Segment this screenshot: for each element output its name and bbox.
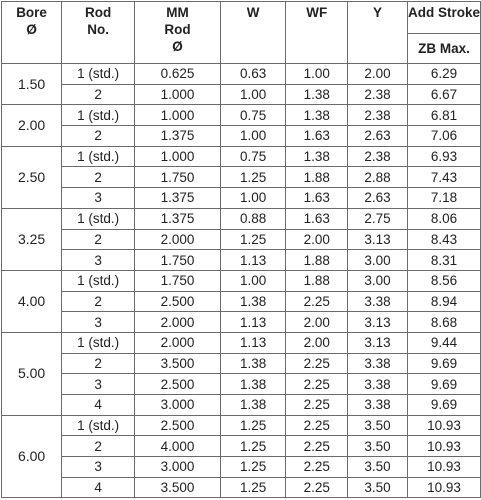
zb-max-cell: 8.68 <box>407 312 480 333</box>
table-row <box>2 270 481 291</box>
y-cell: 2.75 <box>348 208 408 229</box>
rod-no-cell: 3 <box>62 457 135 478</box>
table-row <box>2 395 481 416</box>
wf-cell: 2.25 <box>286 374 348 395</box>
rod-no-cell: 1 (std.) <box>62 208 135 229</box>
zb-max-cell: 6.81 <box>407 105 480 126</box>
w-cell: 1.25 <box>220 477 286 498</box>
rod-no-cell: 2 <box>62 167 135 188</box>
header-mm-rod: MM Rod Ø <box>135 2 221 64</box>
bore-cell: 2.00 <box>2 105 62 146</box>
y-cell: 3.00 <box>348 250 408 271</box>
table-row <box>2 188 481 209</box>
mm-rod-cell: 1.375 <box>135 188 221 209</box>
wf-cell: 1.88 <box>286 167 348 188</box>
rod-no-cell: 2 <box>62 291 135 312</box>
mm-rod-cell: 3.500 <box>135 477 221 498</box>
w-cell: 1.38 <box>220 291 286 312</box>
mm-rod-cell: 3.500 <box>135 353 221 374</box>
wf-cell: 1.38 <box>286 84 348 105</box>
zb-max-cell: 8.43 <box>407 229 480 250</box>
zb-max-cell: 8.56 <box>407 270 480 291</box>
w-cell: 1.38 <box>220 395 286 416</box>
wf-cell: 1.38 <box>286 146 348 167</box>
mm-rod-cell: 2.000 <box>135 332 221 353</box>
y-cell: 3.50 <box>348 415 408 436</box>
rod-no-cell: 2 <box>62 229 135 250</box>
y-cell: 3.38 <box>348 374 408 395</box>
y-cell: 2.00 <box>348 64 408 85</box>
zb-max-cell: 10.93 <box>407 436 480 457</box>
table-row <box>2 146 481 167</box>
table-row <box>2 436 481 457</box>
w-cell: 0.75 <box>220 105 286 126</box>
zb-max-cell: 9.69 <box>407 374 480 395</box>
rod-no-cell: 2 <box>62 126 135 147</box>
mm-rod-cell: 2.000 <box>135 312 221 333</box>
zb-max-cell: 7.06 <box>407 126 480 147</box>
y-cell: 2.38 <box>348 84 408 105</box>
rod-no-cell: 1 (std.) <box>62 270 135 291</box>
rod-no-cell: 4 <box>62 395 135 416</box>
wf-cell: 2.25 <box>286 291 348 312</box>
zb-max-cell: 7.43 <box>407 167 480 188</box>
zb-max-cell: 8.31 <box>407 250 480 271</box>
wf-cell: 2.25 <box>286 436 348 457</box>
rod-no-cell: 2 <box>62 84 135 105</box>
wf-cell: 1.38 <box>286 105 348 126</box>
y-cell: 3.50 <box>348 436 408 457</box>
wf-cell: 2.25 <box>286 477 348 498</box>
w-cell: 1.00 <box>220 126 286 147</box>
rod-no-cell: 1 (std.) <box>62 146 135 167</box>
mm-rod-cell: 1.750 <box>135 250 221 271</box>
table-row <box>2 353 481 374</box>
y-cell: 3.38 <box>348 395 408 416</box>
rod-no-cell: 2 <box>62 353 135 374</box>
zb-max-cell: 7.18 <box>407 188 480 209</box>
header-add-stroke: Add Stroke <box>407 2 480 34</box>
rod-no-cell: 1 (std.) <box>62 415 135 436</box>
zb-max-cell: 6.29 <box>407 64 480 85</box>
w-cell: 1.25 <box>220 436 286 457</box>
y-cell: 3.50 <box>348 477 408 498</box>
mm-rod-cell: 1.750 <box>135 270 221 291</box>
w-cell: 1.00 <box>220 270 286 291</box>
table-row <box>2 457 481 478</box>
w-cell: 0.88 <box>220 208 286 229</box>
mm-rod-cell: 2.500 <box>135 291 221 312</box>
cylinder-dimension-table <box>1 1 481 498</box>
zb-max-cell: 6.93 <box>407 146 480 167</box>
wf-cell: 2.00 <box>286 312 348 333</box>
bore-cell: 5.00 <box>2 332 62 415</box>
bore-cell: 6.00 <box>2 415 62 498</box>
mm-rod-cell: 2.500 <box>135 374 221 395</box>
y-cell: 3.38 <box>348 353 408 374</box>
wf-cell: 2.00 <box>286 229 348 250</box>
mm-rod-cell: 3.000 <box>135 395 221 416</box>
rod-no-cell: 1 (std.) <box>62 332 135 353</box>
rod-no-cell: 4 <box>62 477 135 498</box>
w-cell: 0.75 <box>220 146 286 167</box>
y-cell: 2.63 <box>348 188 408 209</box>
zb-max-cell: 9.69 <box>407 353 480 374</box>
header-w: W <box>220 2 286 64</box>
wf-cell: 1.88 <box>286 270 348 291</box>
y-cell: 3.13 <box>348 229 408 250</box>
table-row <box>2 229 481 250</box>
table-row <box>2 250 481 271</box>
table-row <box>2 64 481 85</box>
mm-rod-cell: 2.500 <box>135 415 221 436</box>
rod-no-cell: 1 (std.) <box>62 105 135 126</box>
rod-no-cell: 3 <box>62 188 135 209</box>
wf-cell: 1.00 <box>286 64 348 85</box>
w-cell: 1.38 <box>220 353 286 374</box>
w-cell: 1.00 <box>220 188 286 209</box>
header-rod-no: Rod No. <box>62 2 135 64</box>
mm-rod-cell: 1.000 <box>135 146 221 167</box>
w-cell: 1.38 <box>220 374 286 395</box>
mm-rod-cell: 1.000 <box>135 105 221 126</box>
mm-rod-cell: 3.000 <box>135 457 221 478</box>
mm-rod-cell: 1.375 <box>135 126 221 147</box>
table-row <box>2 415 481 436</box>
wf-cell: 2.25 <box>286 457 348 478</box>
table-row <box>2 167 481 188</box>
zb-max-cell: 8.06 <box>407 208 480 229</box>
wf-cell: 2.25 <box>286 415 348 436</box>
bore-cell: 3.25 <box>2 208 62 270</box>
y-cell: 3.13 <box>348 332 408 353</box>
rod-no-cell: 2 <box>62 436 135 457</box>
y-cell: 2.63 <box>348 126 408 147</box>
zb-max-cell: 10.93 <box>407 415 480 436</box>
y-cell: 3.13 <box>348 312 408 333</box>
y-cell: 2.38 <box>348 105 408 126</box>
mm-rod-cell: 4.000 <box>135 436 221 457</box>
table-row <box>2 126 481 147</box>
table-body <box>2 64 481 498</box>
rod-no-cell: 1 (std.) <box>62 64 135 85</box>
table-row <box>2 332 481 353</box>
wf-cell: 1.63 <box>286 208 348 229</box>
w-cell: 1.00 <box>220 84 286 105</box>
rod-no-cell: 3 <box>62 312 135 333</box>
table-row <box>2 105 481 126</box>
w-cell: 1.25 <box>220 167 286 188</box>
zb-max-cell: 8.94 <box>407 291 480 312</box>
mm-rod-cell: 2.000 <box>135 229 221 250</box>
zb-max-cell: 10.93 <box>407 457 480 478</box>
rod-no-cell: 3 <box>62 250 135 271</box>
zb-max-cell: 9.44 <box>407 332 480 353</box>
header-wf: WF <box>286 2 348 64</box>
w-cell: 1.13 <box>220 250 286 271</box>
zb-max-cell: 6.67 <box>407 84 480 105</box>
mm-rod-cell: 1.375 <box>135 208 221 229</box>
y-cell: 2.38 <box>348 146 408 167</box>
table-row <box>2 312 481 333</box>
w-cell: 0.63 <box>220 64 286 85</box>
header-zb-max: ZB Max. <box>407 34 480 64</box>
mm-rod-cell: 1.750 <box>135 167 221 188</box>
header-bore: Bore Ø <box>2 2 62 64</box>
w-cell: 1.25 <box>220 229 286 250</box>
w-cell: 1.25 <box>220 457 286 478</box>
zb-max-cell: 9.69 <box>407 395 480 416</box>
table-row <box>2 84 481 105</box>
bore-cell: 2.50 <box>2 146 62 208</box>
bore-cell: 4.00 <box>2 270 62 332</box>
y-cell: 3.38 <box>348 291 408 312</box>
wf-cell: 1.63 <box>286 188 348 209</box>
wf-cell: 2.25 <box>286 395 348 416</box>
header-y: Y <box>348 2 408 64</box>
zb-max-cell: 10.93 <box>407 477 480 498</box>
y-cell: 2.88 <box>348 167 408 188</box>
wf-cell: 2.25 <box>286 353 348 374</box>
w-cell: 1.25 <box>220 415 286 436</box>
table-row <box>2 291 481 312</box>
bore-cell: 1.50 <box>2 64 62 105</box>
wf-cell: 1.63 <box>286 126 348 147</box>
y-cell: 3.50 <box>348 457 408 478</box>
table-row <box>2 374 481 395</box>
y-cell: 3.00 <box>348 270 408 291</box>
rod-no-cell: 3 <box>62 374 135 395</box>
w-cell: 1.13 <box>220 312 286 333</box>
mm-rod-cell: 1.000 <box>135 84 221 105</box>
w-cell: 1.13 <box>220 332 286 353</box>
table-row <box>2 208 481 229</box>
table-row <box>2 477 481 498</box>
mm-rod-cell: 0.625 <box>135 64 221 85</box>
wf-cell: 1.88 <box>286 250 348 271</box>
wf-cell: 2.00 <box>286 332 348 353</box>
